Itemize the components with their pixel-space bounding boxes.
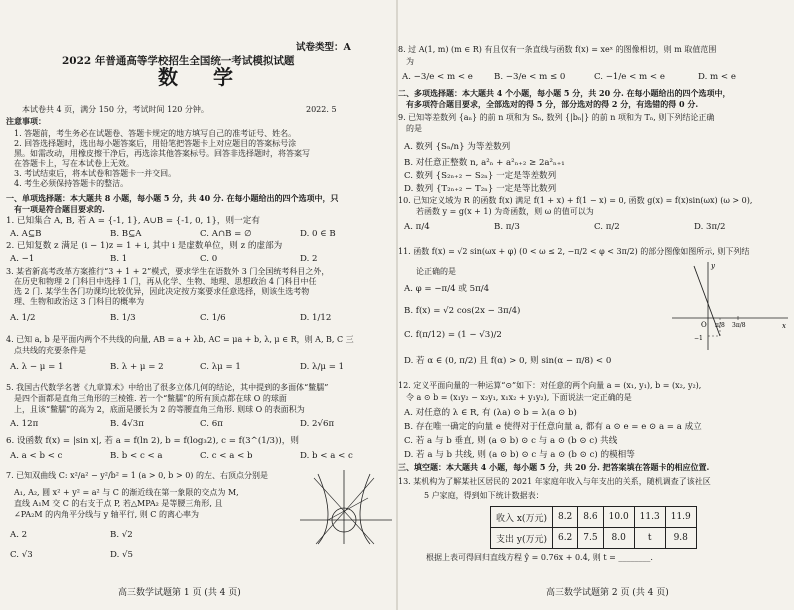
q8-option-b: B. −3/e < m ≤ 0: [494, 72, 566, 82]
q3-option-b: B. 1/3: [110, 313, 136, 323]
notes-title: 注意事项：: [6, 116, 46, 126]
q7-option-a: A. 2: [10, 530, 28, 540]
exam-info: 本试卷共 4 页，满分 150 分，考试时间 120 分钟。: [22, 105, 209, 114]
question-10: 若函数 y = g(x + 1) 为奇函数，则 ω 的值可以为: [416, 207, 594, 216]
question-12: 12. 定义平面向量的一种运算“⊙”如下：对任意的两个向量 a = (x₁, y₁), b = (x₂, y₂),: [398, 381, 702, 390]
q1-option-a: A. A⊆B: [10, 229, 42, 239]
q1-option-d: D. 0 ∈ B: [300, 229, 336, 239]
question-8: 为: [406, 57, 414, 66]
q11-option-c: C. f(π/12) = (1 − √3)/2: [404, 330, 502, 340]
table-cell: 11.3: [634, 507, 665, 528]
note-line: 在答题卡上，写在本试卷上无效。: [14, 159, 134, 168]
sine-graph-figure: [668, 258, 792, 354]
q12-option-d: D. 若 a 与 b 共线, 则 (a ⊙ b) ⊙ c 与 a ⊙ (b ⊙ c) 的模相等: [404, 450, 635, 460]
question-7: 直线 A₁M 交 C 的右支于点 P, 若△MPA₂ 是等腰三角形, 且: [14, 499, 223, 508]
section3-heading: 三、填空题：本大题共 4 小题，每小题 5 分，共 20 分. 把答案填在答题卡的相应位置.: [398, 462, 710, 472]
table-cell: 7.5: [578, 528, 603, 549]
q7-option-d: D. √5: [110, 550, 133, 560]
table-row-label: 收入 x(万元): [491, 507, 553, 528]
fig-tick-label: −1: [694, 335, 703, 342]
question-3: 理、生物和政治这 3 门科目的概率为: [14, 297, 145, 306]
subject-heading: 数 学: [158, 65, 247, 89]
question-5: 上，且该“鳖臑”的高为 2，底面是腰长为 2 的等腰直角三角形. 则球 O 的表面积为: [14, 405, 305, 414]
q12-option-c: C. 若 a 与 b 垂直, 则 (a ⊙ b) ⊙ c 与 a ⊙ (b ⊙ c) 共线: [404, 436, 618, 446]
question-6: 6. 设函数 f(x) = |sin x|, 若 a = f(ln 2), b = f(log₃2), c = f(3^(1/3))，则: [6, 436, 299, 446]
left-page: [0, 0, 396, 610]
q7-option-b: B. √2: [110, 530, 133, 540]
section2-heading: 二、多项选择题：本大题共 4 个小题，每小题 5 分，共 20 分. 在每小题给出的四个选项中，: [398, 88, 731, 98]
q9-option-c: C. 数列 {S₂ₙ₊₂ − S₂ₙ} 一定是等差数列: [404, 171, 557, 181]
question-5: 5. 我国古代数学名著《九章算术》中给出了很多立体几何的结论，其中提到的多面体“鳖臑”: [6, 383, 329, 392]
q5-option-b: B. 4√3π: [110, 419, 144, 429]
page-footer: 高三数学试题第 2 页 (共 4 页): [546, 588, 669, 598]
q10-option-d: D. 3π/2: [694, 222, 726, 232]
question-7: ∠PA₂M 的内角平分线与 y 轴平行, 则 C 的离心率为: [14, 510, 199, 519]
fig-origin-label: O: [701, 321, 707, 329]
q3-option-c: C. 1/6: [200, 313, 226, 323]
table-cell: t: [634, 528, 665, 549]
table-cell: 6.2: [552, 528, 577, 549]
q4-option-d: D. λ/μ = 1: [300, 362, 345, 372]
question-4: 点共线的充要条件是: [14, 346, 86, 355]
q5-option-a: A. 12π: [10, 419, 39, 429]
q8-option-d: D. m < e: [698, 72, 736, 82]
q9-option-b: B. 对任意正整数 n, a²ₙ + a²ₙ₊₂ ≥ 2a²ₙ₊₁: [404, 158, 565, 168]
q5-option-c: C. 6π: [200, 419, 223, 429]
section1-heading: 一、单项选择题：本大题共 8 小题，每小题 5 分，共 40 分. 在每小题给出的四个选项中，只: [6, 193, 339, 203]
question-9: 的是: [406, 124, 422, 133]
q7-option-c: C. √3: [10, 550, 33, 560]
question-13: 5 户家庭，得到如下统计数据表：: [424, 491, 544, 500]
q6-option-a: A. a < b < c: [10, 451, 63, 461]
q6-option-c: C. c < a < b: [200, 451, 253, 461]
q4-option-b: B. λ + μ = 2: [110, 362, 164, 372]
note-line: 1. 答题前，考生务必在试题卷、答题卡规定的地方填写自己的准考证号、姓名。: [14, 129, 297, 138]
q8-option-a: A. −3/e < m < e: [402, 72, 473, 82]
q2-option-a: A. −1: [10, 254, 35, 264]
question-8: 8. 过 A(1, m) (m ∈ R) 有且仅有一条直线与函数 f(x) = xeˣ 的图像相切，则 m 取值范围: [398, 45, 717, 54]
q6-option-b: B. b < c < a: [110, 451, 163, 461]
fig-tick-label: 3π/8: [732, 322, 746, 329]
question-2: 2. 已知复数 z 满足 (i − 1)z = 1 + i, 其中 i 是虚数单位，则 z 的虚部为: [6, 241, 283, 251]
question-10: 10. 已知定义域为 R 的函数 f(x) 满足 f(1 + x) + f(1 − x) = 0, 函数 g(x) = f(x)sin(ωx) (ω > 0),: [398, 196, 753, 205]
note-line: 黑。如需改动，用橡皮擦干净后，再选涂其他答案标号。回答非选择题时，将答案写: [14, 149, 310, 158]
table-cell: 8.2: [552, 507, 577, 528]
q6-option-d: D. b < a < c: [300, 451, 353, 461]
exam-date: 2022. 5: [306, 105, 337, 114]
q1-option-c: C. A∩B = ∅: [200, 229, 252, 239]
table-cell: 9.8: [665, 528, 696, 549]
question-11: 11. 函数 f(x) = √2 sin(ωx + φ) (0 < ω ≤ 2, −π/2 < φ < 3π/2) 的部分图像如图所示, 则下列结: [398, 247, 750, 256]
question-3: 在历史和物理 2 门科目中选择 1 门，再从化学、生物、地理、思想政治 4 门科目中任: [14, 277, 317, 286]
table-cell: 8.0: [603, 528, 634, 549]
table-cell: 10.0: [603, 507, 634, 528]
question-5: 是四个面都是直角三角形的三棱锥. 若一个“鳖臑”的所有顶点都在球 O 的球面: [14, 394, 287, 403]
fig-x-axis-label: x: [782, 322, 786, 330]
note-line: 2. 回答选择题时，选出每小题答案后，用铅笔把答题卡上对应题目的答案标号涂: [14, 139, 297, 148]
hyperbola-figure: [298, 468, 394, 546]
question-12: 令 a ⊙ b = (x₁y₂ − x₂y₁, x₁x₂ + y₁y₂), 下面说法一定正确的是: [406, 393, 632, 402]
income-expense-table: [490, 506, 697, 549]
question-9: 9. 已知等差数列 {aₙ} 的前 n 项和为 Sₙ, 数列 {|bₙ|} 的前 n 项和为 Tₙ, 则下列结论正确: [398, 113, 715, 122]
q9-option-d: D. 数列 {T₂ₙ₊₂ − T₂ₙ} 一定是等比数列: [404, 184, 557, 194]
q10-option-a: A. π/4: [404, 222, 430, 232]
section2-heading: 有多项符合题目要求，全部选对的得 5 分，部分选对的得 2 分，有选错的得 0 分.: [406, 99, 699, 109]
table-cell: 11.9: [665, 507, 696, 528]
question-3: 3. 某省新高考改革方案推行“3 + 1 + 2”模式，要求学生在语数外 3 门全国统考科目之外，: [6, 267, 330, 276]
section1-heading: 有一项是符合题目要求的.: [14, 204, 105, 214]
question-4: 4. 已知 a, b 是平面内两个不共线的向量, AB = a + λb, AC = μa + b, λ, μ ∈ R，则 A, B, C 三: [6, 335, 354, 344]
q5-option-d: D. 2√6π: [300, 419, 335, 429]
q11-option-d: D. 若 α ∈ (0, π/2) 且 f(α) > 0, 则 sin(α − π/8) < 0: [404, 356, 612, 366]
right-page: [398, 0, 794, 610]
q3-option-a: A. 1/2: [10, 313, 36, 323]
q1-option-b: B. B⊆A: [110, 229, 142, 239]
question-7: 7. 已知双曲线 C: x²/a² − y²/b² = 1 (a > 0, b > 0) 的左、右顶点分别是: [6, 471, 268, 480]
q4-option-c: C. λμ = 1: [200, 362, 241, 372]
table-cell: 8.6: [578, 507, 603, 528]
q10-option-b: B. π/3: [494, 222, 520, 232]
q9-option-a: A. 数列 {Sₙ/n} 为等差数列: [404, 142, 511, 152]
table-row: [491, 507, 697, 528]
question-1: 1. 已知集合 A, B, 若 A = {-1, 1}, A∪B = {-1, 0, 1}，则一定有: [6, 216, 260, 226]
table-row: [491, 528, 697, 549]
fig-tick-label: π/8: [715, 322, 725, 329]
q11-option-b: B. f(x) = √2 cos(2x − 3π/4): [404, 306, 521, 316]
q2-option-d: D. 2: [300, 254, 318, 264]
table-row-label: 支出 y(万元): [491, 528, 553, 549]
question-11: 论正确的是: [416, 267, 456, 276]
fig-y-axis-label: y: [711, 262, 715, 270]
note-line: 4. 考生必须保持答题卡的整洁。: [14, 179, 129, 188]
q10-option-c: C. π/2: [594, 222, 620, 232]
q12-option-a: A. 对任意的 λ ∈ R, 有 (λa) ⊙ b = λ(a ⊙ b): [404, 408, 577, 418]
exam-title: 2022 年普通高等学校招生全国统一考试模拟试题: [62, 55, 295, 67]
q2-option-c: C. 0: [200, 254, 218, 264]
note-line: 3. 考试结束后，将本试卷和答题卡一并交回。: [14, 169, 177, 178]
question-7: A₁, A₂, 圆 x² + y² = a² 与 C 的渐近线在第一象限的交点为 M,: [14, 488, 239, 497]
q3-option-d: D. 1/12: [300, 313, 332, 323]
page-footer: 高三数学试题第 1 页 (共 4 页): [118, 588, 241, 598]
q2-option-b: B. 1: [110, 254, 128, 264]
question-13: 13. 某机构为了解某社区居民的 2021 年家庭年收入与年支出的关系，随机调查了该社区: [398, 477, 711, 486]
question-3: 选 2 门. 某学生各门功课均比较优异，因此决定按方案要求任意选择，则该生选考物: [14, 287, 310, 296]
q8-option-c: C. −1/e < m < e: [594, 72, 665, 82]
question-13-tail: 根据上表可得回归直线方程 ŷ = 0.76x + 0.4, 则 t = ________.: [426, 553, 653, 562]
q4-option-a: A. λ − μ = 1: [10, 362, 64, 372]
q11-option-a: A. φ = −π/4 或 5π/4: [404, 284, 490, 294]
q12-option-b: B. 存在唯一确定的向量 e 使得对于任意向量 a, 都有 a ⊙ e = e ⊙ a = a 成立: [404, 422, 702, 432]
paper-type: 试卷类型：A: [296, 42, 351, 53]
